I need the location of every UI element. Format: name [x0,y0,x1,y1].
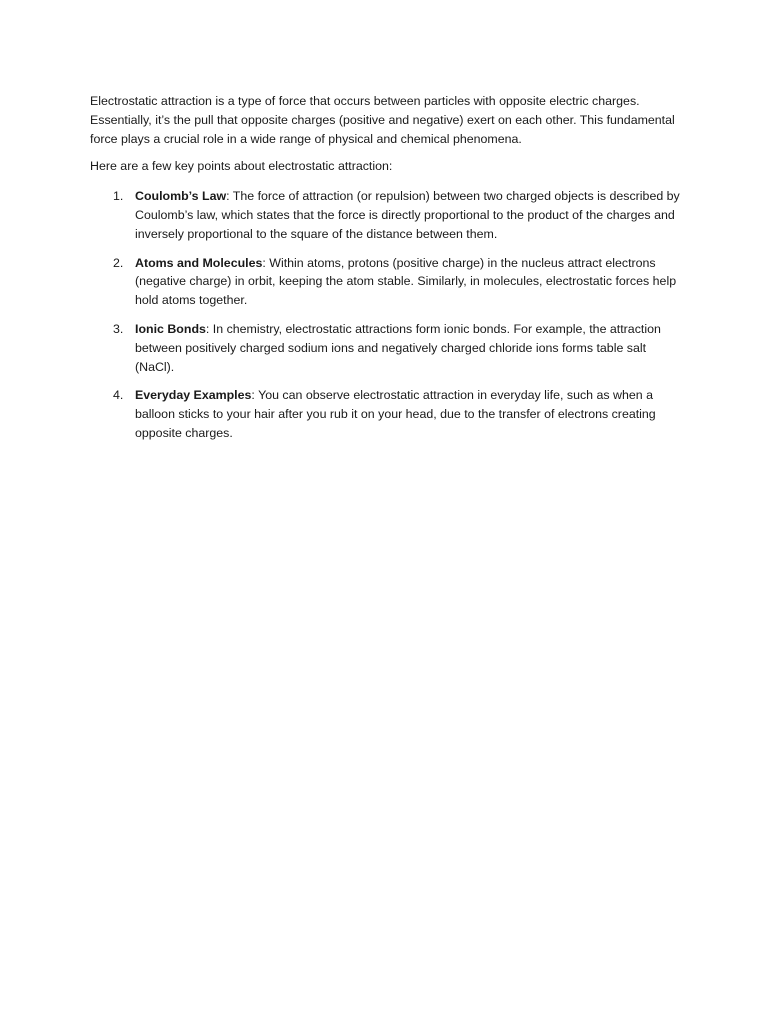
list-item-number: 4. [113,388,124,403]
list-item-number: 3. [113,321,124,336]
list-item [90,187,682,243]
list-item-text: : In chemistry, electrostatic attractions form ionic bonds. For example, the attraction between positively charged sodium ions and negatively charged chloride ions forms table salt (NaCl). [135,321,661,374]
key-points-list [90,187,682,443]
list-item-number: 1. [113,189,124,204]
list-item-term: Everyday Examples [135,388,252,403]
list-item [90,386,682,442]
lead-paragraph: Here are a few key points about electrostatic attraction: [90,159,393,174]
list-item [90,320,682,376]
list-item-text: : The force of attraction (or repulsion) between two charged objects is described by Coulomb’s law, which states that the force is directly proportional to the product of the charges and inversely proportional to the square of the distance between them. [135,189,680,241]
document-body [90,92,682,453]
intro-paragraph: Electrostatic attraction is a type of force that occurs between particles with opposite electric charges. Essentially, it’s the pull that opposite charges (positive and negative) exert on each other. This fundamental force plays a crucial role in a wide range of physical and chemical phenomena. [90,94,675,146]
list-item-text: : Within atoms, protons (positive charge) in the nucleus attract electrons (negative charge) in orbit, keeping the atom stable. Similarly, in molecules, electrostatic forces help hold atoms together. [135,255,677,308]
list-item-term: Atoms and Molecules [135,255,263,270]
list-item [90,254,682,310]
list-item-term: Ionic Bonds [135,321,206,336]
list-item-number: 2. [113,255,124,270]
list-item-term: Coulomb’s Law [135,189,227,204]
list-item-text: : You can observe electrostatic attraction in everyday life, such as when a balloon sticks to your hair after you rub it on your head, due to the transfer of electrons creating opposite charges. [135,388,656,440]
